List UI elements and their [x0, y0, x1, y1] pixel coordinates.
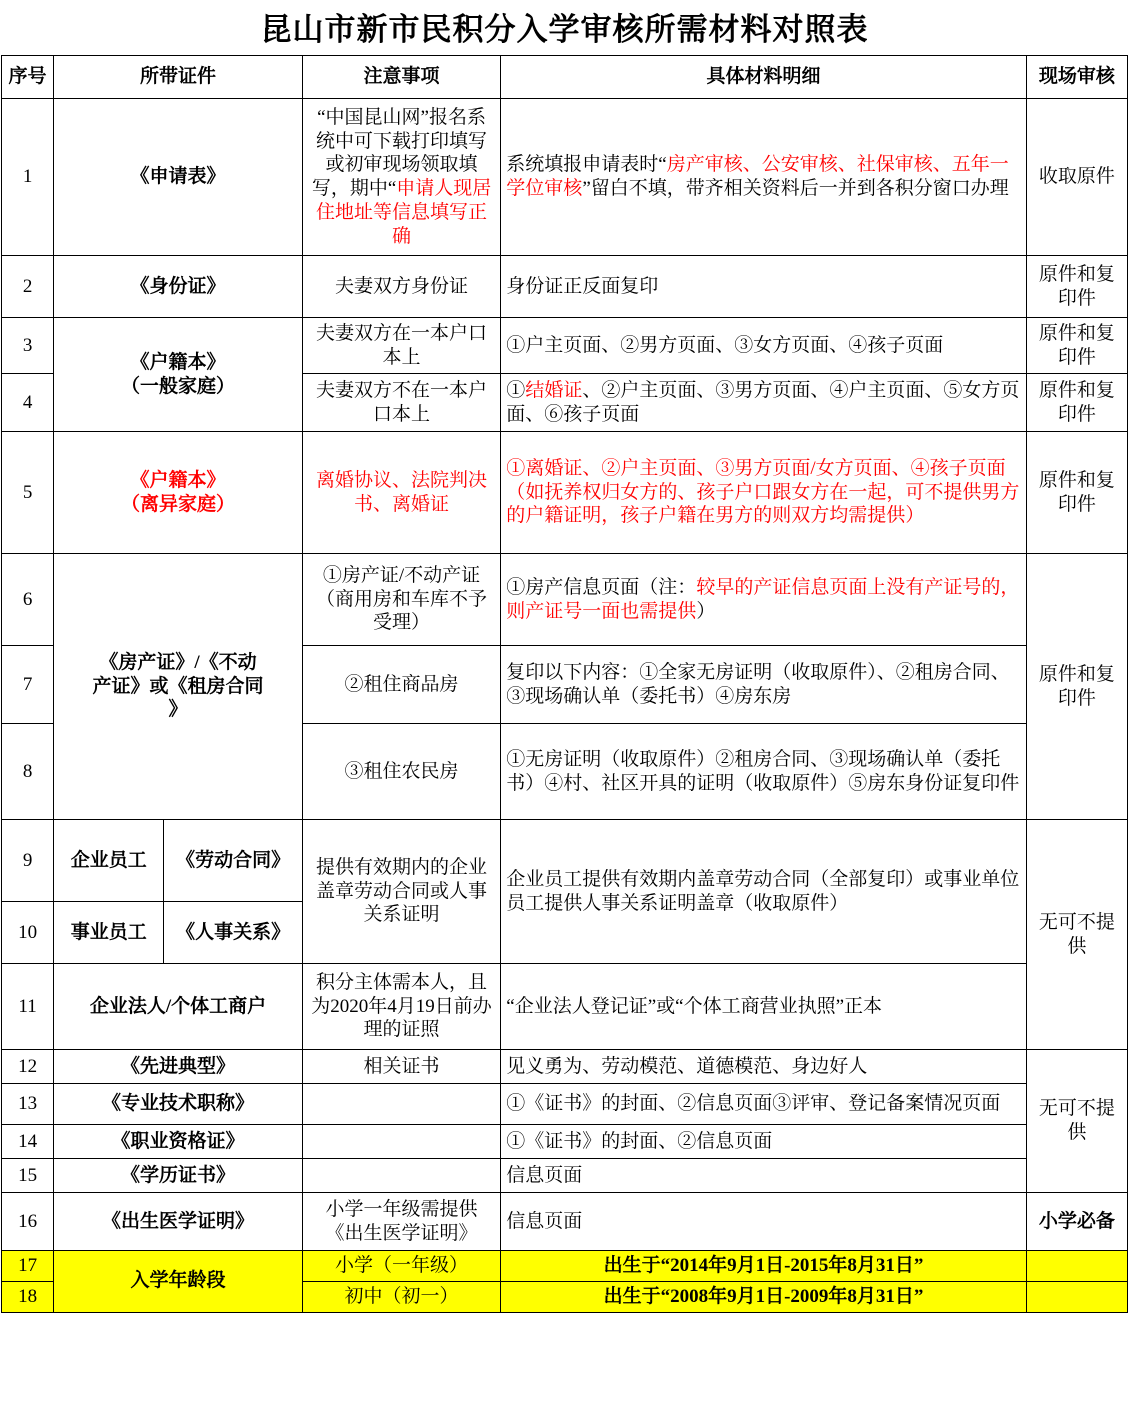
- row-document: 《职业资格证》: [54, 1125, 303, 1159]
- detail-part1: ①房产信息页面（注：: [506, 576, 697, 598]
- detail-part1: 系统填报申请表时“: [506, 154, 667, 176]
- detail-highlight: 结婚证: [525, 379, 583, 401]
- row-check: 小学必备: [1026, 1193, 1127, 1251]
- row-number: 4: [2, 374, 54, 432]
- detail-part2: ）: [696, 600, 716, 622]
- row-number: 12: [2, 1050, 54, 1084]
- row-document: 《先进典型》: [54, 1050, 303, 1084]
- row-detail: 复印以下内容：①全家无房证明（收取原件）、②租房合同、③现场确认单（委托书）④房东房: [501, 646, 1026, 724]
- row-document-left: 事业员工: [54, 902, 164, 964]
- table-row: [2, 820, 1128, 902]
- row-detail: 出生于“2014年9月1日-2015年8月31日”: [501, 1251, 1026, 1282]
- row-document: [54, 554, 303, 820]
- row-detail: [501, 99, 1026, 256]
- header-num: 序号: [2, 56, 54, 99]
- detail-highlight-1: 离婚证: [525, 457, 583, 479]
- row-detail: 信息页面: [501, 1193, 1026, 1251]
- detail-text: ①《证书》的封面、②信息页面③评审、登记备案情况页面: [506, 1093, 1001, 1115]
- row-check: 原件和复印件: [1026, 256, 1127, 318]
- row-number: 11: [2, 964, 54, 1050]
- row-note: 相关证书: [302, 1050, 501, 1084]
- table-row: [2, 1159, 1128, 1193]
- document-line-2: （一般家庭）: [120, 375, 235, 397]
- header-doc: 所带证件: [54, 56, 303, 99]
- header-note: 注意事项: [302, 56, 501, 99]
- row-note: ①房产证/不动产证（商用房和车库不予受理）: [302, 554, 501, 646]
- row-document: [54, 318, 303, 432]
- row-document: 《学历证书》: [54, 1159, 303, 1193]
- row-check: 原件和复印件: [1026, 432, 1127, 554]
- row-check: 收取原件: [1026, 99, 1127, 256]
- row-detail: 企业员工提供有效期内盖章劳动合同（全部复印）或事业单位员工提供人事关系证明盖章（收取原件）: [501, 820, 1026, 964]
- row-note: 初中（初一）: [302, 1281, 501, 1312]
- table-row: [2, 1251, 1128, 1282]
- row-number: 5: [2, 432, 54, 554]
- header-check: 现场审核: [1026, 56, 1127, 99]
- row-detail: ①户主页面、②男方页面、③女方页面、④孩子页面: [501, 318, 1026, 374]
- row-note: ②租住商品房: [302, 646, 501, 724]
- detail-part3: ）: [905, 505, 925, 527]
- page-title: 昆山市新市民积分入学审核所需材料对照表: [260, 12, 869, 47]
- row-number: 8: [2, 724, 54, 820]
- table-row: [2, 99, 1128, 256]
- note-text-highlight: 申请人现居住地址: [316, 178, 492, 223]
- row-note: 离婚协议、法院判决书、离婚证: [302, 432, 501, 554]
- table-row: [2, 256, 1128, 318]
- row-number: 14: [2, 1125, 54, 1159]
- row-number: 1: [2, 99, 54, 256]
- row-document: 企业法人/个体工商户: [54, 964, 303, 1050]
- row-check: 原件和复印件: [1026, 554, 1127, 820]
- row-note: [302, 1084, 501, 1125]
- detail-highlight: 房产审核、公安审核、社保审核、五年一学位审核: [506, 154, 1009, 199]
- row-note: 小学（一年级）: [302, 1251, 501, 1282]
- row-document: 《申请表》: [54, 99, 303, 256]
- row-number: 9: [2, 820, 54, 902]
- row-check: 无可不提供: [1026, 820, 1127, 1050]
- table-row: [2, 432, 1128, 554]
- row-note: 积分主体需本人，且为2020年4月19日前办理的证照: [302, 964, 501, 1050]
- row-detail: ①《证书》的封面、②信息页面: [501, 1125, 1026, 1159]
- row-number: 15: [2, 1159, 54, 1193]
- row-check: 原件和复印件: [1026, 318, 1127, 374]
- detail-part2: ”留白不填，带齐相关资料后一并到各积分窗口办理: [582, 178, 1009, 199]
- row-document: 《出生医学证明》: [54, 1193, 303, 1251]
- row-note: [302, 1125, 501, 1159]
- row-detail: 见义勇为、劳动模范、道德模范、身边好人: [501, 1050, 1026, 1084]
- table-row: [2, 1193, 1128, 1251]
- row-detail: 身份证正反面复印: [501, 256, 1026, 318]
- row-number: 10: [2, 902, 54, 964]
- table-row: [2, 1050, 1128, 1084]
- materials-table: [1, 55, 1128, 1313]
- row-detail: [501, 432, 1026, 554]
- detail-highlight: 较早的产证信息页面上没有产证号的，则产证号一面也需提供: [506, 576, 1020, 622]
- row-detail: [501, 1084, 1026, 1125]
- row-number: 3: [2, 318, 54, 374]
- row-number: 18: [2, 1281, 54, 1312]
- document-line-2: （离异家庭）: [120, 493, 235, 515]
- row-document-right: 《人事关系》: [164, 902, 302, 964]
- row-number: 6: [2, 554, 54, 646]
- row-check: 无可不提供: [1026, 1050, 1127, 1193]
- row-detail: [501, 554, 1026, 646]
- row-document: 《身份证》: [54, 256, 303, 318]
- row-detail: “企业法人登记证”或“个体工商营业执照”正本: [501, 964, 1026, 1050]
- row-document: 入学年龄段: [54, 1251, 303, 1313]
- table-row: [2, 554, 1128, 646]
- document-line-3: 》: [168, 699, 188, 721]
- detail-highlight-2: 如抚养权归女方的、孩子户口跟女方在一起，可不提供男方的户籍证明，孩子户籍在男方的则双方均需提供: [506, 481, 1020, 527]
- row-number: 16: [2, 1193, 54, 1251]
- table-row: [2, 318, 1128, 374]
- document-line-1: 《房产证》/《不动: [99, 651, 257, 673]
- row-document: 《专业技术职称》: [54, 1084, 303, 1125]
- document-line-1: 《户籍本》: [130, 469, 226, 491]
- row-note: 小学一年级需提供《出生医学证明》: [302, 1193, 501, 1251]
- row-note: 夫妻双方身份证: [302, 256, 501, 318]
- detail-part1: ①: [506, 379, 526, 401]
- row-note: 夫妻双方在一本户口本上: [302, 318, 501, 374]
- row-detail: ①无房证明（收取原件）②租房合同、③现场确认单（委托书）④村、社区开具的证明（收取原件）⑤房东身份证复印件: [501, 724, 1026, 820]
- header-detail: 具体材料明细: [501, 56, 1026, 99]
- row-number: 17: [2, 1251, 54, 1282]
- row-detail: 信息页面: [501, 1159, 1026, 1193]
- row-number: 13: [2, 1084, 54, 1125]
- row-detail: [501, 374, 1026, 432]
- document-line-2: 产证》或《租房合同: [92, 675, 264, 697]
- row-note: [302, 99, 501, 256]
- row-check: 原件和复印件: [1026, 374, 1127, 432]
- table-row: [2, 1084, 1128, 1125]
- row-check: [1026, 1281, 1127, 1312]
- table-row: [2, 964, 1128, 1050]
- row-note: [302, 1159, 501, 1193]
- row-number: 2: [2, 256, 54, 318]
- row-check: [1026, 1251, 1127, 1282]
- detail-part1: ①: [506, 457, 526, 479]
- row-number: 7: [2, 646, 54, 724]
- row-detail: 出生于“2008年9月1日-2009年8月31日”: [501, 1281, 1026, 1312]
- document-line-1: 《户籍本》: [130, 351, 226, 373]
- row-document: [54, 432, 303, 554]
- row-note: ③租住农民房: [302, 724, 501, 820]
- note-text-highlight2: 等信息填写正确: [373, 201, 488, 247]
- row-document-right: 《劳动合同》: [164, 820, 302, 902]
- row-document-left: 企业员工: [54, 820, 164, 902]
- table-row: [2, 1125, 1128, 1159]
- detail-part2: 、②户主页面、③男方页面、④户主页面、⑤女方页面、⑥孩子页面: [506, 379, 1020, 425]
- note-text-part1: “中国昆山网”报名系统中可下载打印填写或初审现场领取填写，期中“: [311, 106, 488, 199]
- row-note: 提供有效期内的企业盖章劳动合同或人事关系证明: [302, 820, 501, 964]
- detail-part2: 、②户主页面、③男方页面/女方页面、④孩子页面（: [506, 457, 1006, 503]
- table-header-row: [2, 56, 1128, 99]
- row-note: 夫妻双方不在一本户口本上: [302, 374, 501, 432]
